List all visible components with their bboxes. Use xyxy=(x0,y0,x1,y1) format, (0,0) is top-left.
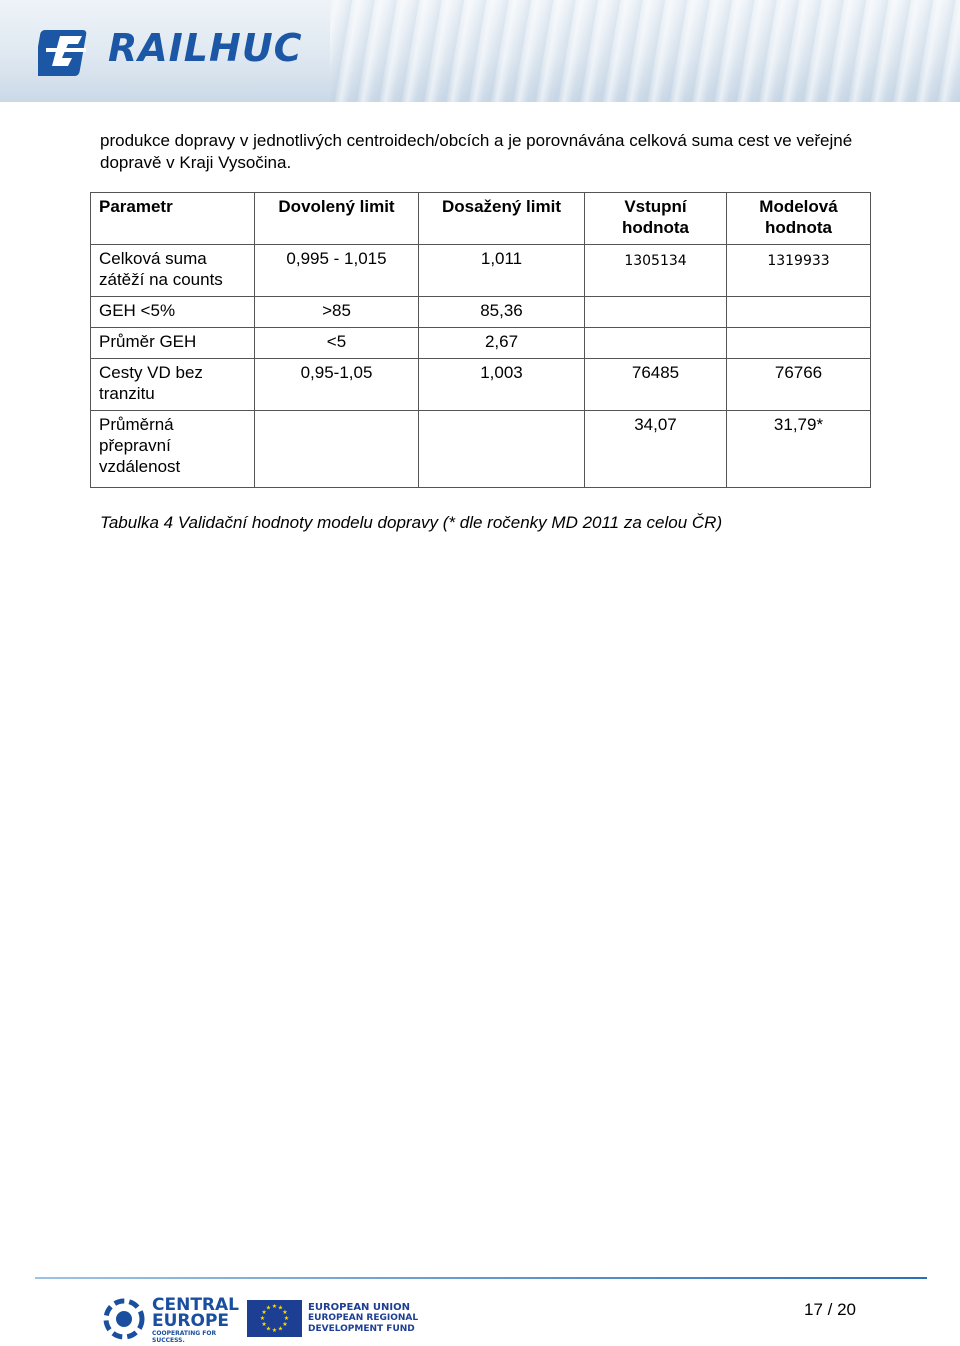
svg-text:★: ★ xyxy=(271,1303,278,1310)
header-banner xyxy=(0,0,960,102)
table-cell: 76766 xyxy=(727,359,871,411)
eu-line1: EUROPEAN UNION xyxy=(308,1302,410,1313)
table-cell: 76485 xyxy=(585,359,727,411)
ce-line2: EUROPE xyxy=(152,1311,230,1331)
table-cell: 85,36 xyxy=(419,297,585,328)
ce-tagline: COOPERATING FOR SUCCESS. xyxy=(152,1330,217,1344)
table-cell xyxy=(727,328,871,359)
table-cell: GEH <5% xyxy=(91,297,255,328)
header-dovoleny-limit: Dovolený limit xyxy=(255,193,419,245)
table-cell: 34,07 xyxy=(585,411,727,488)
table-cell: 1305134 xyxy=(585,245,727,297)
table-cell xyxy=(255,411,419,488)
table-cell: >85 xyxy=(255,297,419,328)
svg-text:★: ★ xyxy=(261,1309,267,1316)
svg-text:★: ★ xyxy=(277,1304,284,1312)
header-vstupni-hodnota: Vstupní hodnota xyxy=(585,193,727,245)
eu-stars-icon xyxy=(247,1300,302,1337)
table-header-row xyxy=(91,193,871,245)
table-cell: 1,003 xyxy=(419,359,585,411)
table-row xyxy=(91,411,871,488)
table-cell xyxy=(727,297,871,328)
central-europe-logo xyxy=(102,1295,242,1344)
table-caption: Tabulka 4 Validační hodnoty modelu dopravy (* dle ročenky MD 2011 za celou ČR) xyxy=(100,513,723,532)
table-cell: 1319933 xyxy=(727,245,871,297)
footer-divider xyxy=(35,1277,927,1279)
table-cell: Celková suma zátěží na counts xyxy=(91,245,255,297)
svg-text:★: ★ xyxy=(277,1325,284,1333)
table-row xyxy=(91,359,871,411)
table-cell: Cesty VD bez tranzitu xyxy=(91,359,255,411)
central-europe-emblem-icon xyxy=(102,1297,148,1341)
table-cell: Průměr GEH xyxy=(91,328,255,359)
table-cell: 2,67 xyxy=(419,328,585,359)
validation-table xyxy=(90,192,871,488)
page-number: 17 / 20 xyxy=(804,1300,856,1319)
table-cell: <5 xyxy=(255,328,419,359)
svg-text:★: ★ xyxy=(282,1321,288,1328)
table-cell xyxy=(585,297,727,328)
brand-name: RAILHUC xyxy=(108,26,303,70)
table-cell: Průměrná přepravní vzdálenost xyxy=(91,411,255,488)
intro-paragraph: produkce dopravy v jednotlivých centroidech/obcích a je porovnávána celková suma cest ve veřejné dopravě v Kraji Vysočina. xyxy=(100,131,853,172)
table-cell: 1,011 xyxy=(419,245,585,297)
railhuc-emblem-icon xyxy=(38,24,102,82)
table-cell: 0,995 - 1,015 xyxy=(255,245,419,297)
table-cell xyxy=(419,411,585,488)
table-row xyxy=(91,297,871,328)
svg-text:★: ★ xyxy=(265,1325,272,1333)
header-dosazeny-limit: Dosažený limit xyxy=(419,193,585,245)
eu-flag-icon xyxy=(247,1300,302,1337)
table-cell: 31,79* xyxy=(727,411,871,488)
eu-line3: DEVELOPMENT FUND xyxy=(308,1324,415,1334)
svg-text:★: ★ xyxy=(283,1315,290,1322)
table-cell: 0,95-1,05 xyxy=(255,359,419,411)
eu-line2: EUROPEAN REGIONAL xyxy=(308,1313,419,1323)
svg-text:★: ★ xyxy=(271,1327,278,1334)
header-decoration xyxy=(330,0,960,102)
table-cell xyxy=(585,328,727,359)
header-modelova-hodnota: Modelová hodnota xyxy=(727,193,871,245)
svg-text:★: ★ xyxy=(282,1309,288,1316)
railhuc-logo xyxy=(38,22,303,82)
svg-text:★: ★ xyxy=(265,1304,272,1312)
table-row xyxy=(91,245,871,297)
header-parametr: Parametr xyxy=(91,193,255,245)
table-row xyxy=(91,328,871,359)
eu-fund-label xyxy=(308,1302,418,1335)
svg-text:★: ★ xyxy=(261,1321,267,1328)
svg-text:★: ★ xyxy=(259,1315,266,1322)
ce-line1: CENTRAL xyxy=(152,1295,239,1315)
